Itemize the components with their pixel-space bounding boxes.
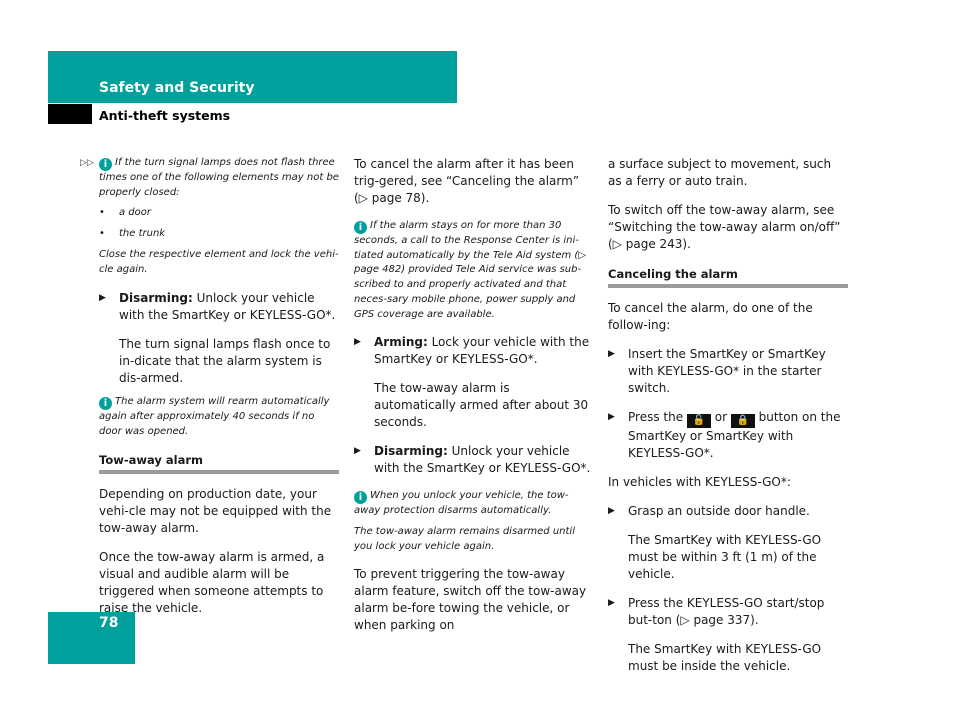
note-tele-aid: i If the alarm stays on for more than 30 seconds, a call to the Response Center is ini-tiated automatically by the Tele Aid system (▷ page 482) provided Tele Aid service was sub-scribed to and properly activated and that neces-sary mobile phone, power supply and GPS coverage are available. xyxy=(354,220,587,320)
step-result: The SmartKey with KEYLESS-GO must be within 3 ft (1 m) of the vehicle. xyxy=(628,533,822,581)
info-icon: i xyxy=(354,221,367,234)
heading-tow-away-alarm: Tow-away alarm xyxy=(99,453,339,474)
list-item: • the trunk xyxy=(99,228,166,240)
page-number: 78 xyxy=(99,615,119,631)
note-close-element: Close the respective element and lock the vehi-cle again. xyxy=(99,249,339,276)
step-grasp-handle: ▶ Grasp an outside door handle. xyxy=(608,504,810,518)
step-arrow-icon: ▶ xyxy=(608,349,615,359)
step-result: The turn signal lamps flash once to in-dicate that the alarm system is dis-armed. xyxy=(119,336,331,385)
continued-icon: ▷▷ xyxy=(80,158,94,168)
section-title: Safety and Security xyxy=(99,80,255,96)
paragraph: Once the tow-away alarm is armed, a visual and audible alarm will be triggered when someone attempts to raise the vehicle. xyxy=(99,550,325,616)
note-text: If the turn signal lamps does not flash three times one of the following elements may not be properly closed: xyxy=(99,157,339,198)
unlock-key-icon: 🔓 xyxy=(687,414,711,428)
step-arrow-icon: ▶ xyxy=(608,598,615,608)
heading-canceling-alarm: Canceling the alarm xyxy=(608,267,848,288)
step-disarming: ▶ Disarming: Unlock your vehicle with the SmartKey or KEYLESS-GO*. xyxy=(99,290,336,322)
bullet-icon: • xyxy=(99,228,105,240)
list-item: • a door xyxy=(99,207,152,219)
subheader-marker xyxy=(48,104,92,124)
column-3 xyxy=(608,156,848,687)
paragraph: To cancel the alarm, do one of the follow-ing: xyxy=(608,301,813,332)
paragraph: a surface subject to movement, such as a ferry or auto train. xyxy=(608,157,832,188)
column-2 xyxy=(354,156,594,646)
step-press-button: ▶ Press the 🔓 or 🔒 button on the SmartKey or SmartKey with KEYLESS-GO*. xyxy=(608,410,841,460)
step-start-stop: ▶ Press the KEYLESS-GO start/stop but-ton (▷ page 337). xyxy=(608,596,825,627)
step-arrow-icon: ▶ xyxy=(608,412,615,422)
column-1 xyxy=(80,156,339,629)
bullet-icon: • xyxy=(99,207,105,219)
info-icon: i xyxy=(354,491,367,504)
note-turn-signal xyxy=(80,156,339,200)
step-arrow-icon: ▶ xyxy=(354,337,361,348)
paragraph: To switch off the tow-away alarm, see “Switching the tow-away alarm on/off” (▷ page 243). xyxy=(608,203,841,251)
note-unlock: i When you unlock your vehicle, the tow-away protection disarms automatically. xyxy=(354,490,569,517)
paragraph: In vehicles with KEYLESS-GO*: xyxy=(608,475,791,489)
paragraph: Depending on production date, your vehi-cle may not be equipped with the tow-away alarm. xyxy=(99,487,332,536)
lock-key-icon: 🔒 xyxy=(731,414,755,428)
subsection-title: Anti-theft systems xyxy=(99,108,231,123)
paragraph: To prevent triggering the tow-away alarm feature, switch off the tow-away alarm be-fore towing the vehicle, or when parking on xyxy=(354,567,587,633)
step-arrow-icon: ▶ xyxy=(608,506,615,516)
step-disarming: ▶ Disarming: Unlock your vehicle with the SmartKey or KEYLESS-GO*. xyxy=(354,444,591,476)
step-arrow-icon: ▶ xyxy=(354,446,361,457)
info-icon: i xyxy=(99,397,112,410)
step-arming: ▶ Arming: Lock your vehicle with the SmartKey or KEYLESS-GO*. xyxy=(354,335,590,367)
note-remains-disarmed: The tow-away alarm remains disarmed until you lock your vehicle again. xyxy=(354,525,575,552)
step-result: The SmartKey with KEYLESS-GO must be inside the vehicle. xyxy=(628,642,822,673)
paragraph: To cancel the alarm after it has been trig-gered, see “Canceling the alarm” (▷ page 78). xyxy=(354,157,580,205)
step-result: The tow-away alarm is automatically armed after about 30 seconds. xyxy=(374,381,589,430)
info-icon: i xyxy=(99,158,112,171)
step-arrow-icon: ▶ xyxy=(99,292,106,303)
step-insert-key: ▶ Insert the SmartKey or SmartKey with KEYLESS-GO* in the starter switch. xyxy=(608,347,826,395)
note-rearm: i The alarm system will rearm automatically again after approximately 40 seconds if no door was opened. xyxy=(99,395,330,437)
